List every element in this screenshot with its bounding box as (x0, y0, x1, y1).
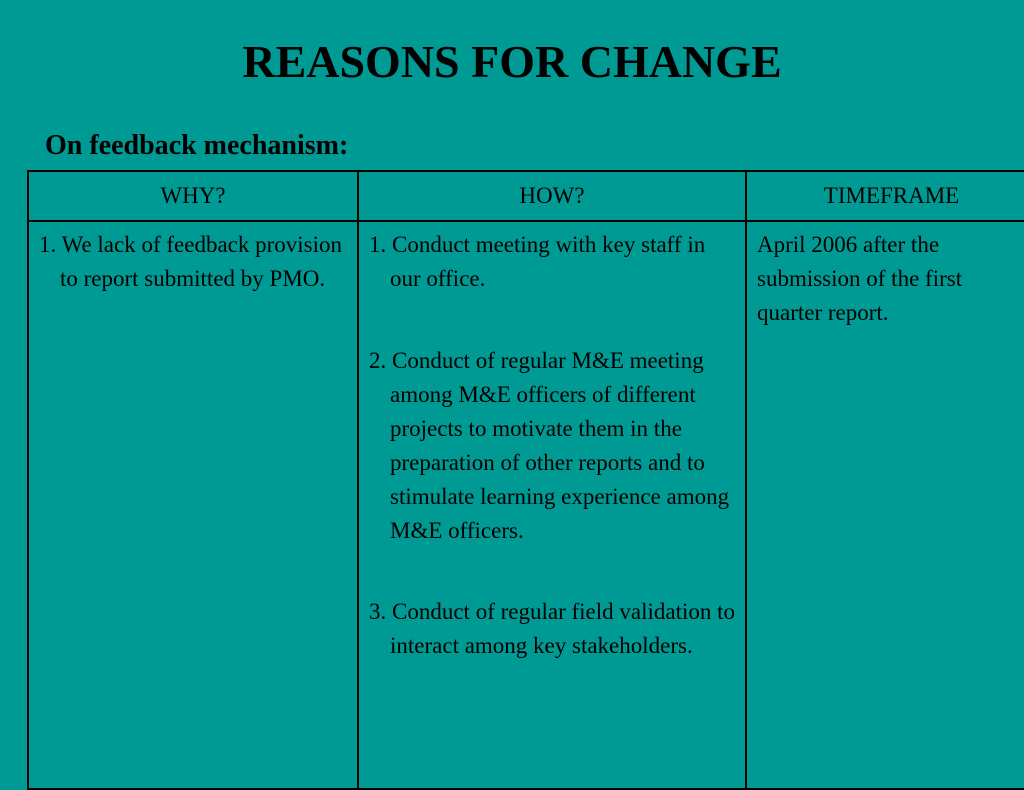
slide-title: REASONS FOR CHANGE (242, 36, 782, 87)
why-item: 1. We lack of feedback provision to report submitted by PMO. (39, 232, 343, 291)
slide-subtitle: On feedback mechanism: (45, 130, 349, 161)
table-row (28, 221, 1024, 789)
how-item-2: 2. Conduct of regular M&E meeting among M&E officers of different projects to motivate them in the preparation of other reports and to stimulate learning experience among M&E officers. (369, 348, 730, 543)
timeframe-item: April 2006 after the submission of the first quarter report. (757, 232, 963, 325)
how-item-1: 1. Conduct meeting with key staff in our office. (369, 232, 706, 291)
how-item-3: 3. Conduct of regular field validation to interact among key stakeholders. (369, 599, 735, 658)
header-why: WHY? (28, 171, 358, 221)
header-how: HOW? (358, 171, 746, 221)
why-cell (28, 221, 358, 789)
how-cell (358, 221, 746, 789)
table-header-row (28, 171, 1024, 221)
timeframe-cell (746, 221, 1024, 789)
reasons-table (27, 170, 1024, 790)
header-timeframe: TIMEFRAME (746, 171, 1024, 221)
